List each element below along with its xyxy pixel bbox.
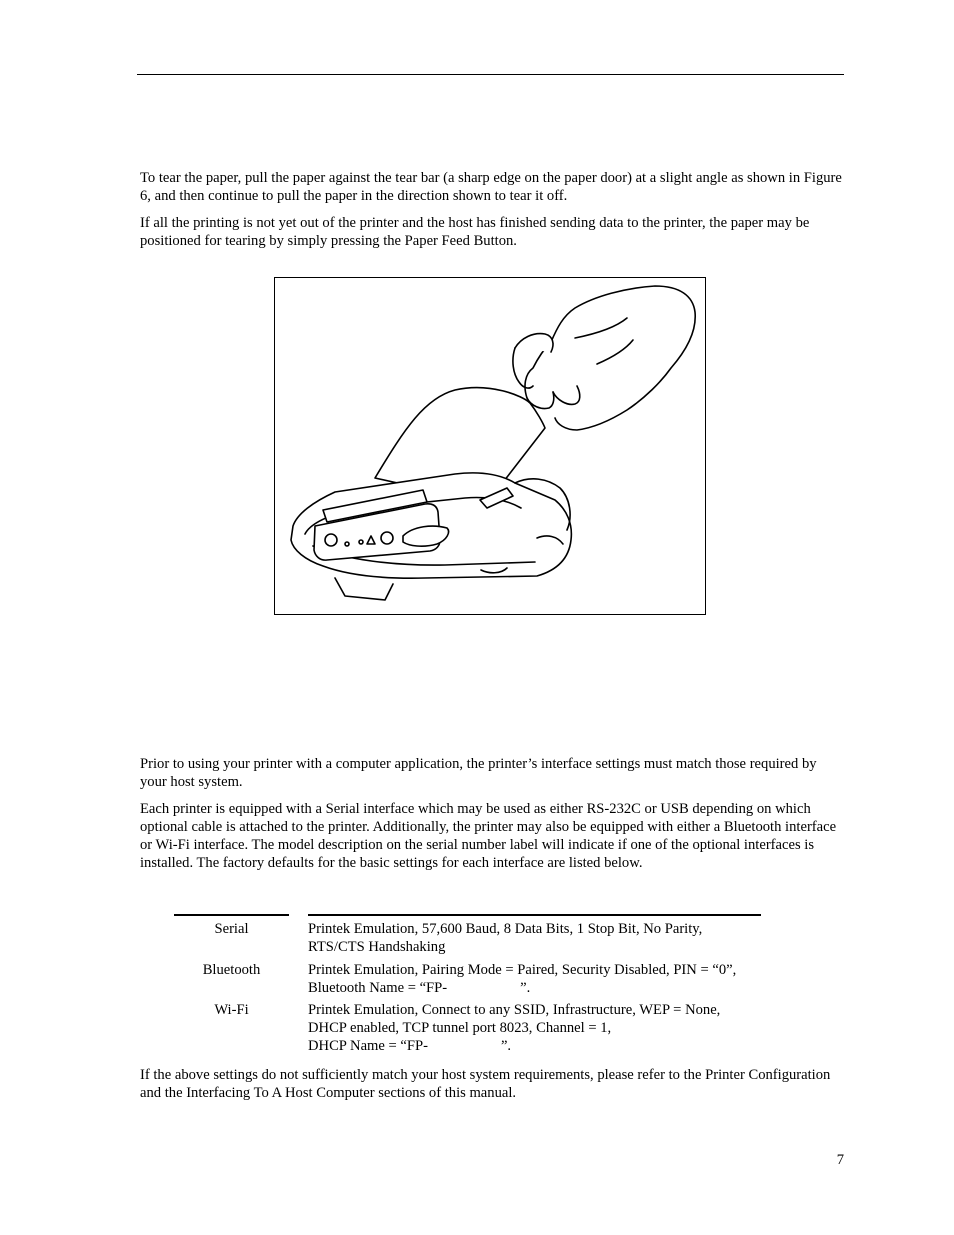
page-number: 7: [836, 1152, 844, 1168]
figure-tear-paper: [274, 277, 706, 615]
paragraph-closing: If the above settings do not sufficiently match your host system requirements, please refer to the Printer Configuration and the Interfacing To A Host Computer sections of this manual.: [140, 1067, 831, 1101]
table-header-rule: [308, 914, 761, 916]
settings-line: DHCP Name = “FP- ”.: [308, 1038, 512, 1054]
interface-name: Wi-Fi: [214, 1002, 249, 1018]
interface-settings: [308, 961, 761, 997]
table-header-rule: [174, 914, 289, 916]
hand-tearing-paper-icon: [275, 278, 704, 613]
paragraph-interface-options: Each printer is equipped with a Serial interface which may be used as either RS-232C or USB depending on which optional cable is attached to the printer. Additionally, the printer may also be equipped with either a Bluetooth interface or Wi-Fi interface. The model description on the serial number label will indicate if one of the optional interfaces is installed. The factory defaults for the basic settings for each interface are listed below.: [140, 801, 837, 871]
settings-line: DHCP enabled, TCP tunnel port 8023, Channel = 1,: [308, 1020, 612, 1036]
settings-line: RTS/CTS Handshaking: [308, 939, 446, 955]
paragraph-tear-instructions: To tear the paper, pull the paper against the tear bar (a sharp edge on the paper door) at a slight angle as shown in Figure 6, and then continue to pull the paper in the direction shown to tear it off.: [140, 170, 842, 204]
settings-line: Bluetooth Name = “FP- ”.: [308, 980, 531, 996]
settings-line: Printek Emulation, 57,600 Baud, 8 Data Bits, 1 Stop Bit, No Parity,: [308, 921, 703, 937]
interface-settings: [308, 1001, 761, 1055]
interface-settings: [308, 920, 761, 956]
settings-line: Printek Emulation, Pairing Mode = Paired, Security Disabled, PIN = “0”,: [308, 962, 737, 978]
paragraph-feed-button: If all the printing is not yet out of the printer and the host has finished sending data to the printer, the paper may be positioned for tearing by simply pressing the Paper Feed Button.: [140, 215, 810, 249]
interface-name: Serial: [214, 921, 249, 937]
settings-line: Printek Emulation, Connect to any SSID, Infrastructure, WEP = None,: [308, 1002, 721, 1018]
header-rule: [137, 74, 844, 75]
paragraph-interface-intro: Prior to using your printer with a computer application, the printer’s interface settings must match those required by your host system.: [140, 756, 817, 790]
interface-name: Bluetooth: [202, 962, 261, 978]
